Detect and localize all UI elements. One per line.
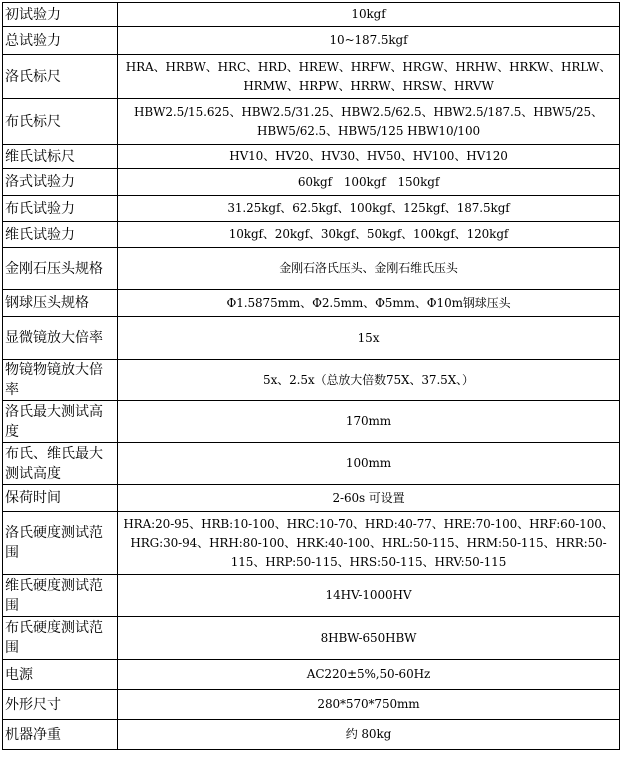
table-row bbox=[3, 317, 620, 360]
row-label: 洛氏硬度测试范围 bbox=[3, 512, 118, 575]
table-row bbox=[3, 720, 620, 750]
row-label: 布氏标尺 bbox=[3, 99, 118, 145]
table-row bbox=[3, 3, 620, 27]
row-label: 维氏硬度测试范围 bbox=[3, 575, 118, 617]
table-row bbox=[3, 169, 620, 196]
row-value: 100mm bbox=[118, 443, 620, 485]
row-value: 2-60s 可设置 bbox=[118, 485, 620, 512]
table-row bbox=[3, 690, 620, 720]
table-row bbox=[3, 575, 620, 617]
table-row bbox=[3, 145, 620, 169]
table-row bbox=[3, 290, 620, 317]
row-value: 15x bbox=[118, 317, 620, 360]
table-row bbox=[3, 660, 620, 690]
row-label: 洛式试验力 bbox=[3, 169, 118, 196]
row-value: 60kgf 100kgf 150kgf bbox=[118, 169, 620, 196]
row-label: 金刚石压头规格 bbox=[3, 248, 118, 290]
row-value: 金刚石洛氏压头、金刚石维氏压头 bbox=[118, 248, 620, 290]
row-label: 布氏、维氏最大测试高度 bbox=[3, 443, 118, 485]
table-row bbox=[3, 27, 620, 55]
row-value: 10kgf bbox=[118, 3, 620, 27]
table-row bbox=[3, 443, 620, 485]
row-label: 钢球压头规格 bbox=[3, 290, 118, 317]
row-label: 电源 bbox=[3, 660, 118, 690]
row-label: 洛氏标尺 bbox=[3, 55, 118, 99]
table-row bbox=[3, 485, 620, 512]
row-value: 8HBW-650HBW bbox=[118, 617, 620, 660]
row-label: 物镜物镜放大倍率 bbox=[3, 360, 118, 401]
table-row bbox=[3, 99, 620, 145]
spec-table bbox=[2, 2, 620, 750]
table-row bbox=[3, 248, 620, 290]
row-label: 维氏试验力 bbox=[3, 222, 118, 248]
table-row bbox=[3, 196, 620, 222]
table-row bbox=[3, 55, 620, 99]
row-value: HRA、HRBW、HRC、HRD、HREW、HRFW、HRGW、HRHW、HRKW、HRLW、HRMW、HRPW、HRRW、HRSW、HRVW bbox=[118, 55, 620, 99]
row-value: 170mm bbox=[118, 401, 620, 443]
row-value: 14HV-1000HV bbox=[118, 575, 620, 617]
table-row bbox=[3, 512, 620, 575]
row-label: 机器净重 bbox=[3, 720, 118, 750]
row-label: 布氏试验力 bbox=[3, 196, 118, 222]
row-label: 洛氏最大测试高度 bbox=[3, 401, 118, 443]
row-value: 10~187.5kgf bbox=[118, 27, 620, 55]
row-value: 约 80kg bbox=[118, 720, 620, 750]
row-label: 维氏试标尺 bbox=[3, 145, 118, 169]
table-row bbox=[3, 222, 620, 248]
row-value: 31.25kgf、62.5kgf、100kgf、125kgf、187.5kgf bbox=[118, 196, 620, 222]
table-row bbox=[3, 617, 620, 660]
row-value: AC220±5%,50-60Hz bbox=[118, 660, 620, 690]
row-value: HV10、HV20、HV30、HV50、HV100、HV120 bbox=[118, 145, 620, 169]
row-label: 初试验力 bbox=[3, 3, 118, 27]
row-value: 5x、2.5x（总放大倍数75X、37.5X、） bbox=[118, 360, 620, 401]
row-value: 280*570*750mm bbox=[118, 690, 620, 720]
table-row bbox=[3, 401, 620, 443]
row-label: 布氏硬度测试范围 bbox=[3, 617, 118, 660]
row-label: 总试验力 bbox=[3, 27, 118, 55]
row-label: 显微镜放大倍率 bbox=[3, 317, 118, 360]
table-row bbox=[3, 360, 620, 401]
row-value: HBW2.5/15.625、HBW2.5/31.25、HBW2.5/62.5、HBW2.5/187.5、HBW5/25、HBW5/62.5、HBW5/125 HBW10/100 bbox=[118, 99, 620, 145]
row-value: 10kgf、20kgf、30kgf、50kgf、100kgf、120kgf bbox=[118, 222, 620, 248]
row-label: 外形尺寸 bbox=[3, 690, 118, 720]
row-value: HRA:20-95、HRB:10-100、HRC:10-70、HRD:40-77、HRE:70-100、HRF:60-100、HRG:30-94、HRH:80-100、HRK:40-100、HRL:50-115、HRM:50-115、HRR:50-115、HRP:50-115、HRS:50-115、HRV:50-115 bbox=[118, 512, 620, 575]
row-label: 保荷时间 bbox=[3, 485, 118, 512]
row-value: Φ1.5875mm、Φ2.5mm、Φ5mm、Φ10m钢球压头 bbox=[118, 290, 620, 317]
